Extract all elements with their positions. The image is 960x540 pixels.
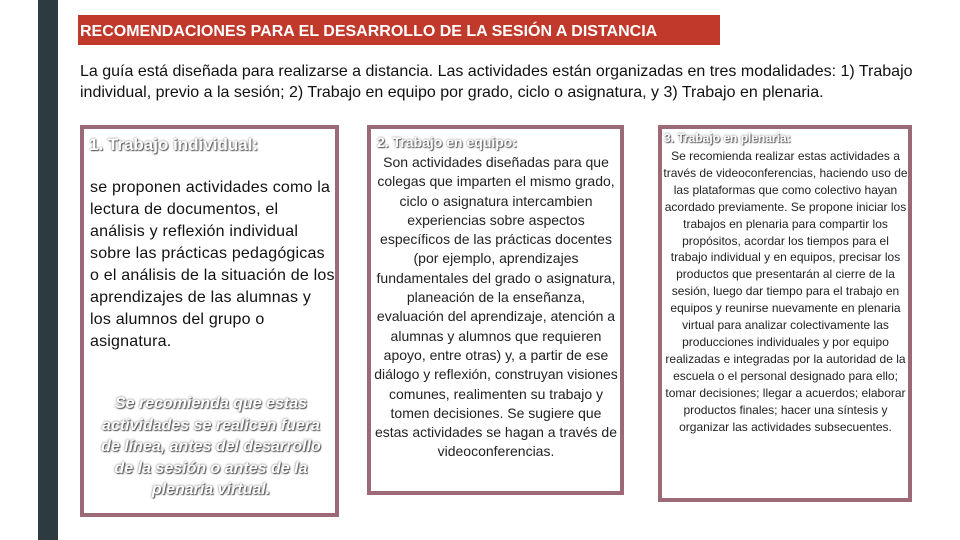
card-plenary-title: 3. Trabajo en plenaria:: [664, 131, 791, 145]
card-individual-note: Se recomienda que estas actividades se realicen fuera de línea, antes del desarrollo de la sesión o antes de la plenaria virtual.: [101, 395, 321, 498]
card-individual-work: [80, 125, 339, 517]
card-individual-title: 1. Trabajo individual:: [89, 135, 259, 154]
card-individual-body: se proponen actividades como la lectura de documentos, el análisis y reflexión individual sobre las prácticas pedagógicas o el análisis de la situación de los aprendizajes de las alumnas y los alumnos del grupo o asignatura.: [90, 179, 335, 350]
slide-title: RECOMENDACIONES PARA EL DESARROLLO DE LA SESIÓN A DISTANCIA: [80, 23, 658, 40]
left-accent-bar: [38, 0, 58, 540]
card-team-body: Son actividades diseñadas para que colegas que imparten el mismo grado, ciclo o asignatura intercambien experiencias sobre aspectos específicos de las prácticas docentes (por ejemplo, aprendizajes fundamentales del grado o asignatura, planeación de la enseñanza, evaluación del aprendizaje, atención a alumnas y alumnos que requieren apoyo, entre otras) y, a partir de ese diálogo y reflexión, construyan visiones comunes, realimenten su trabajo y tomen decisiones. Se sugiere que estas actividades se hagan a través de videoconferencias.: [374, 154, 618, 460]
card-team-title: 2. Trabajo en equipo:: [377, 134, 518, 150]
intro-paragraph: La guía está diseñada para realizarse a distancia. Las actividades están organizadas en tres modalidades: 1) Trabajo individual, previo a la sesión; 2) Trabajo en equipo por grado, ciclo o asignatura, y 3) Trabajo en plenaria.: [80, 63, 913, 101]
card-plenary-work: [658, 125, 912, 502]
card-plenary-body: Se recomienda realizar estas actividades a través de videoconferencias, haciendo uso de las plataformas que como colectivo hayan acordado previamente. Se propone iniciar los trabajos en plenaria para compartir los propósitos, acordar los tiempos para el trabajo individual y en equipos, precisar los productos que presentarán al cierre de la sesión, luego dar tiempo para el trabajo en equipos y reunirse nuevamente en plenaria virtual para analizar colectivamente las producciones individuales y por equipo realizadas e integradas por la autoridad de la escuela o el personal designado para ello; tomar decisiones; llegar a acuerdos; elaborar productos finales; hacer una síntesis y organizar las actividades subsecuentes.: [663, 149, 908, 434]
card-team-work: [367, 125, 624, 495]
